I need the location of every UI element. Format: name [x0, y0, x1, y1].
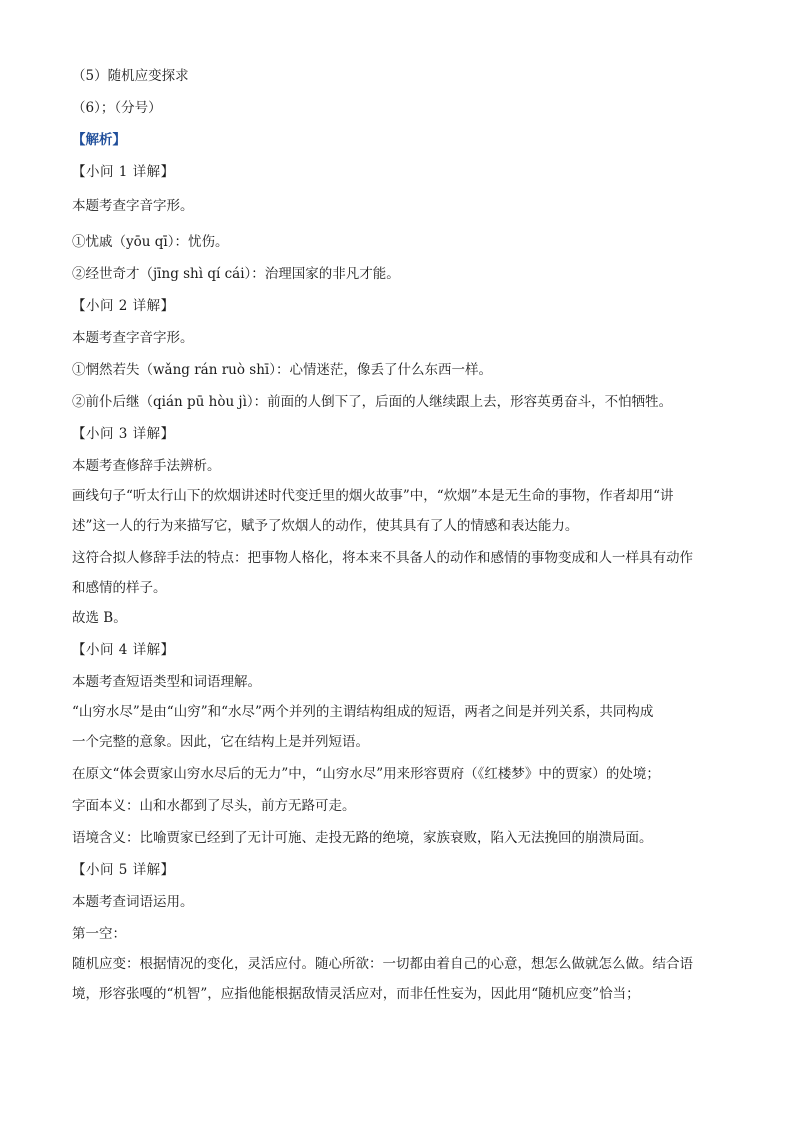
q3-para-1a: 画线句子“听太行山下的炊烟讲述时代变迁里的烟火故事”中，“炊烟”本是无生命的事物，作者却用“讲 [72, 488, 674, 504]
q3-para-2a: 这符合拟人修辞手法的特点：把事物人格化，将本来不具备人的动作和感情的事物变成和人一样具有动作 [72, 550, 693, 566]
q4-intro: 本题考查短语类型和词语理解。 [72, 674, 261, 690]
q5-para-1a: 随机应变：根据情况的变化，灵活应付。随心所欲：一切都由着自己的心意，想怎么做就怎么做。结合语 [72, 956, 693, 972]
q5-para-1b: 境，形容张嘎的“机智”，应指他能根据敌情灵活应对，而非任性妄为，因此用“随机应变”恰当； [72, 986, 640, 1002]
subquestion-5-heading: 【小问 5 详解】 [72, 862, 175, 878]
q5-intro: 本题考查词语运用。 [72, 894, 194, 910]
q1-item-2: ②经世奇才（jīng shì qí cái）：治理国家的非凡才能。 [72, 266, 400, 282]
q1-intro: 本题考查字音字形。 [72, 198, 194, 214]
q4-context-meaning: 语境含义：比喻贾家已经到了无计可施、走投无路的绝境，家族衰败，陷入无法挽回的崩溃局面。 [72, 830, 653, 846]
q5-first-blank: 第一空： [72, 926, 126, 942]
q2-intro: 本题考查字音字形。 [72, 330, 194, 346]
subquestion-2-heading: 【小问 2 详解】 [72, 298, 175, 314]
subquestion-1-heading: 【小问 1 详解】 [72, 164, 175, 180]
q4-para-1b: 一个完整的意象。因此，它在结构上是并列短语。 [72, 734, 369, 750]
q3-para-1b: 述”这一人的行为来描写它，赋予了炊烟人的动作，使其具有了人的情感和表达能力。 [72, 518, 579, 534]
q3-intro: 本题考查修辞手法辨析。 [72, 458, 221, 474]
q3-answer: 故选 B。 [72, 610, 127, 626]
q4-literal-meaning: 字面本义：山和水都到了尽头，前方无路可走。 [72, 798, 356, 814]
q4-para-1a: “山穷水尽”是由“山穷”和“水尽”两个并列的主谓结构组成的短语，两者之间是并列关系，共同构成 [72, 704, 654, 720]
q4-para-2: 在原文“体会贾家山穷水尽后的无力”中，“山穷水尽”用来形容贾府（《红楼梦》中的贾家）的处境； [72, 766, 660, 782]
subquestion-3-heading: 【小问 3 详解】 [72, 426, 175, 442]
answer-5: （5）随机应变探求 [72, 68, 189, 84]
answer-6: （6）；（分号） [72, 100, 162, 116]
analysis-heading: 【解析】 [72, 132, 126, 148]
subquestion-4-heading: 【小问 4 详解】 [72, 642, 175, 658]
q2-item-1: ①惘然若失（wǎng rán ruò shī）：心情迷茫，像丢了什么东西一样。 [72, 362, 492, 378]
q2-item-2: ②前仆后继（qián pū hòu jì）：前面的人倒下了，后面的人继续跟上去，形容英勇奋斗，不怕牺牲。 [72, 394, 673, 410]
q3-para-2b: 和感情的样子。 [72, 580, 167, 596]
q1-item-1: ①忧戚（yōu qī）：忧伤。 [72, 234, 229, 250]
